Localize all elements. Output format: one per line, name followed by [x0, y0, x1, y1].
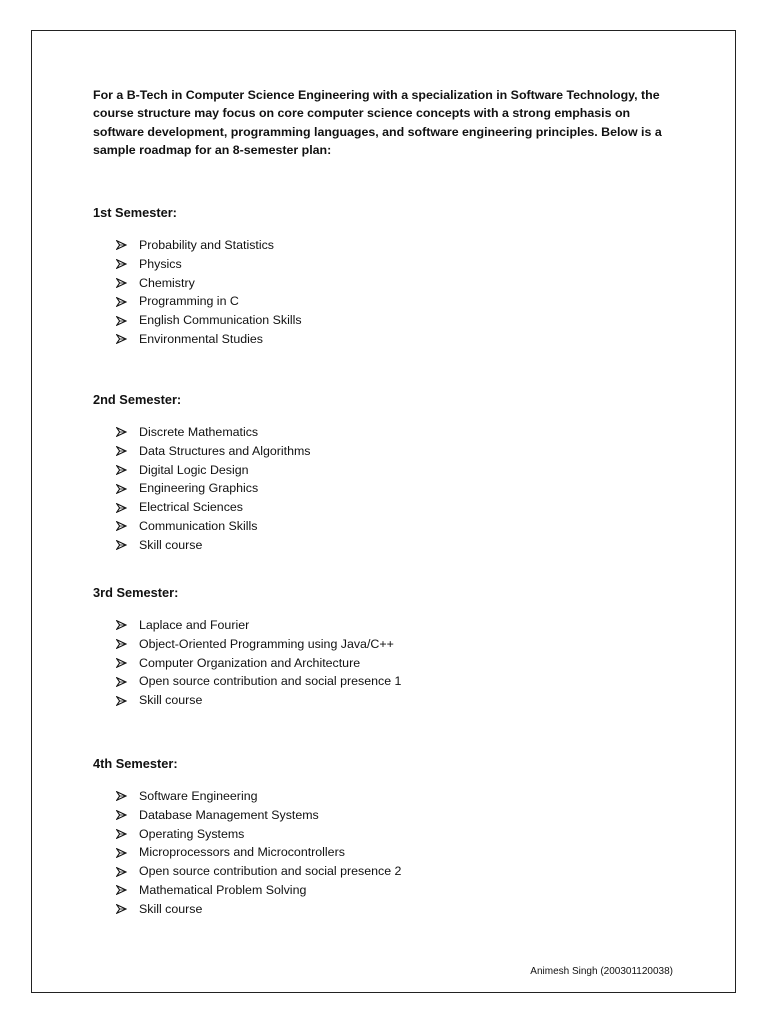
arrowhead-bullet-icon — [116, 843, 128, 862]
course-item: Open source contribution and social presence 2 — [93, 862, 401, 881]
arrowhead-bullet-icon — [116, 862, 128, 881]
arrowhead-bullet-icon — [116, 330, 128, 349]
semester-section-3 — [93, 585, 401, 710]
arrowhead-bullet-icon — [116, 536, 128, 555]
course-item: Digital Logic Design — [93, 461, 310, 480]
arrowhead-bullet-icon — [116, 806, 128, 825]
semester-heading: 1st Semester: — [93, 205, 177, 220]
semester-heading: 3rd Semester: — [93, 585, 179, 600]
arrowhead-bullet-icon — [116, 311, 128, 330]
course-list — [93, 787, 401, 919]
course-item: Chemistry — [93, 274, 302, 293]
arrowhead-bullet-icon — [116, 881, 128, 900]
course-item: Object-Oriented Programming using Java/C++ — [93, 635, 401, 654]
course-item: Microprocessors and Microcontrollers — [93, 843, 401, 862]
course-item: Discrete Mathematics — [93, 423, 310, 442]
arrowhead-bullet-icon — [116, 900, 128, 919]
course-item: Database Management Systems — [93, 806, 401, 825]
author-footer: Animesh Singh (200301120038) — [530, 966, 673, 977]
arrowhead-bullet-icon — [116, 635, 128, 654]
course-item: English Communication Skills — [93, 311, 302, 330]
arrowhead-bullet-icon — [116, 292, 128, 311]
course-item: Probability and Statistics — [93, 236, 302, 255]
course-list — [93, 616, 401, 710]
course-item: Computer Organization and Architecture — [93, 654, 401, 673]
semester-section-1 — [93, 205, 302, 349]
arrowhead-bullet-icon — [116, 423, 128, 442]
course-list — [93, 423, 310, 555]
arrowhead-bullet-icon — [116, 672, 128, 691]
arrowhead-bullet-icon — [116, 787, 128, 806]
course-item: Skill course — [93, 691, 401, 710]
course-item: Programming in C — [93, 292, 302, 311]
semester-section-2 — [93, 392, 310, 555]
course-item: Open source contribution and social presence 1 — [93, 672, 401, 691]
arrowhead-bullet-icon — [116, 691, 128, 710]
arrowhead-bullet-icon — [116, 654, 128, 673]
course-item: Engineering Graphics — [93, 479, 310, 498]
semester-section-4 — [93, 756, 401, 919]
course-item: Software Engineering — [93, 787, 401, 806]
course-item: Communication Skills — [93, 517, 310, 536]
arrowhead-bullet-icon — [116, 255, 128, 274]
course-item: Laplace and Fourier — [93, 616, 401, 635]
arrowhead-bullet-icon — [116, 825, 128, 844]
arrowhead-bullet-icon — [116, 479, 128, 498]
semester-heading: 2nd Semester: — [93, 392, 182, 407]
arrowhead-bullet-icon — [116, 274, 128, 293]
arrowhead-bullet-icon — [116, 442, 128, 461]
course-list — [93, 236, 302, 349]
arrowhead-bullet-icon — [116, 461, 128, 480]
course-item: Skill course — [93, 536, 310, 555]
semester-heading: 4th Semester: — [93, 756, 178, 771]
course-item: Environmental Studies — [93, 330, 302, 349]
intro-paragraph: For a B-Tech in Computer Science Engineering with a specialization in Software Technology, the course structure may focus on core computer science concepts with a strong emphasis on software development, programming languages, and software engineering principles. Below is a sample roadmap for an 8-semester plan: — [93, 88, 662, 158]
arrowhead-bullet-icon — [116, 517, 128, 536]
arrowhead-bullet-icon — [116, 236, 128, 255]
course-item: Physics — [93, 255, 302, 274]
course-item: Electrical Sciences — [93, 498, 310, 517]
course-item: Data Structures and Algorithms — [93, 442, 310, 461]
course-item: Skill course — [93, 900, 401, 919]
arrowhead-bullet-icon — [116, 616, 128, 635]
course-item: Mathematical Problem Solving — [93, 881, 401, 900]
course-item: Operating Systems — [93, 825, 401, 844]
arrowhead-bullet-icon — [116, 498, 128, 517]
